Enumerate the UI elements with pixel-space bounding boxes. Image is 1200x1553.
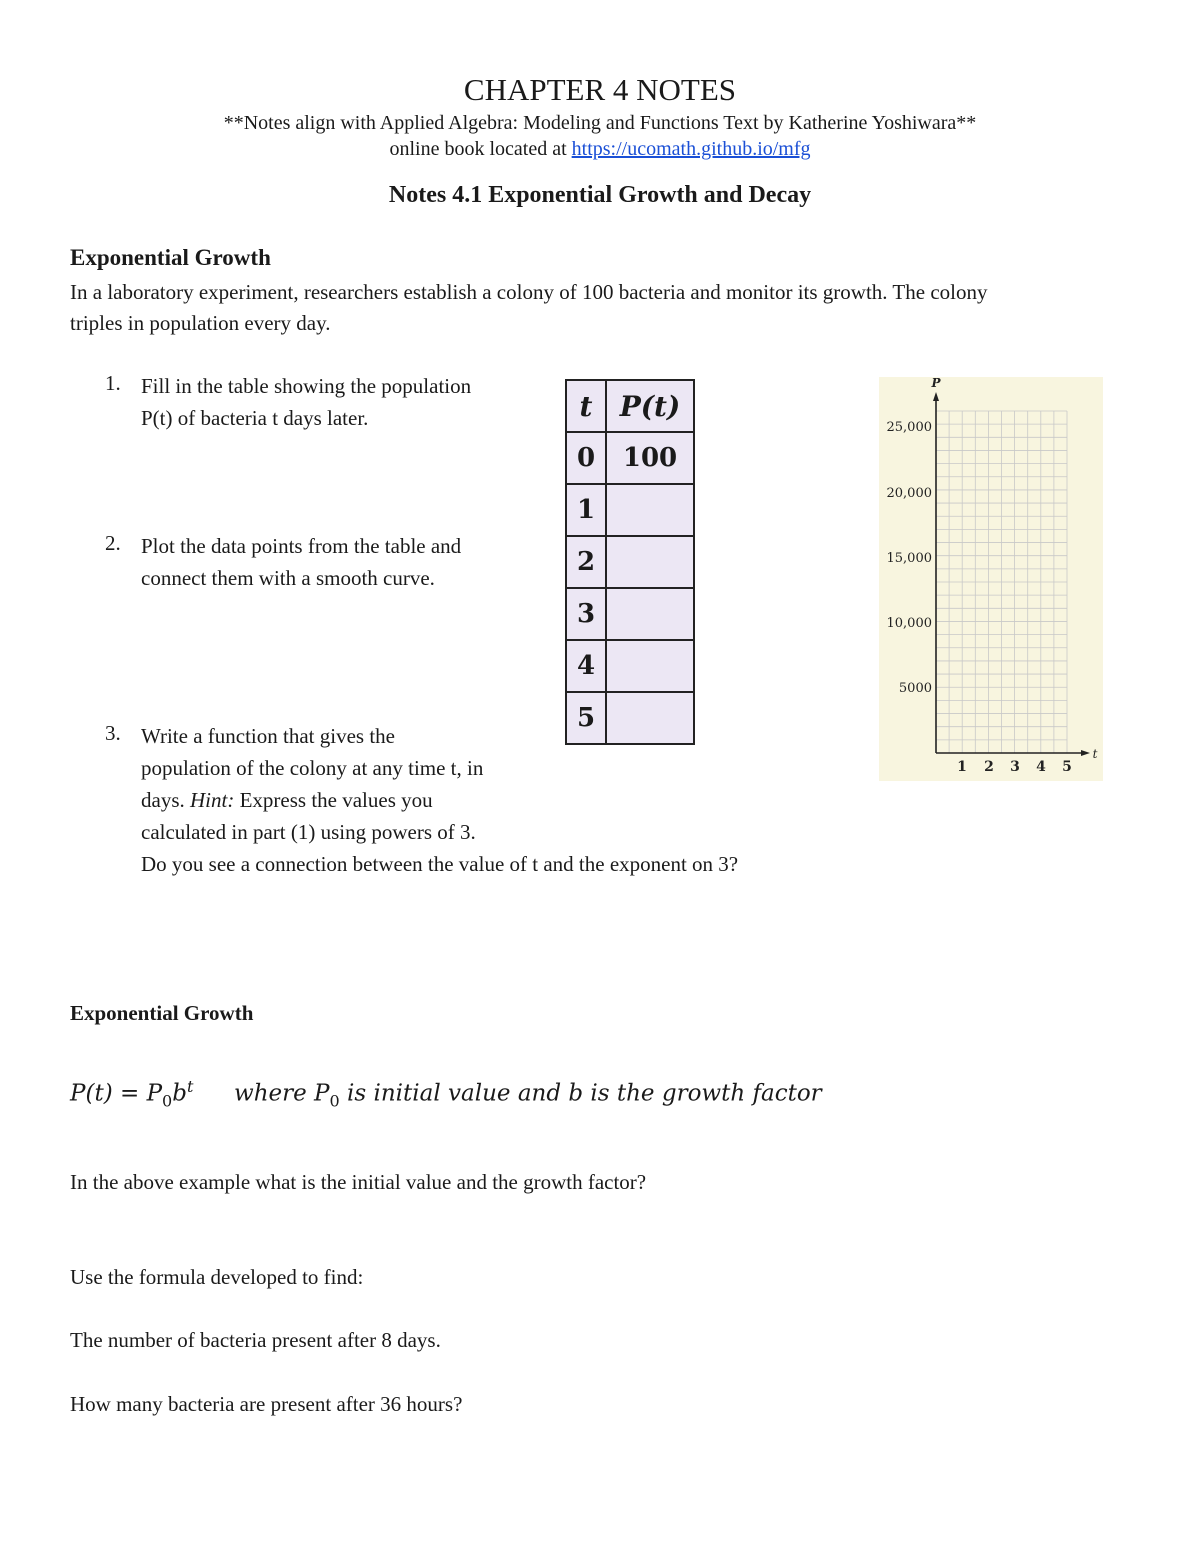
- question-use-formula: Use the formula developed to find:: [70, 1265, 364, 1289]
- formula-p-sub: 0: [162, 1091, 173, 1111]
- online-book-link[interactable]: https://ucomath.github.io/mfg: [571, 138, 811, 160]
- table-cell-t: 3: [566, 588, 606, 640]
- table-row: [566, 536, 694, 588]
- question-3-number: 3.: [105, 721, 121, 745]
- table-cell-p[interactable]: [606, 692, 694, 744]
- x-tick-label: 1: [957, 759, 967, 775]
- question-2-line-2: connect them with a smooth curve.: [141, 566, 435, 590]
- table-row: [566, 432, 694, 484]
- growth-heading: Exponential Growth: [70, 1001, 254, 1025]
- table-cell-t: 2: [566, 536, 606, 588]
- online-prefix: online book located at: [389, 138, 572, 160]
- question-3-line-4: calculated in part (1) using powers of 3.: [141, 820, 476, 844]
- question-1-line-1: Fill in the table showing the population: [141, 374, 472, 398]
- table-cell-p[interactable]: [606, 588, 694, 640]
- y-tick-label: 25,000: [886, 420, 932, 435]
- question-1-line-2: P(t) of bacteria t days later.: [141, 406, 369, 430]
- question-36-hours: How many bacteria are present after 36 hours?: [70, 1392, 463, 1416]
- question-1: [141, 370, 471, 434]
- x-tick-label: 2: [984, 759, 994, 775]
- x-axis-label: t: [1092, 747, 1098, 761]
- formula-where-sub: 0: [329, 1091, 340, 1111]
- table-header-row: [566, 380, 694, 432]
- question-3-line-1: Write a function that gives the: [141, 724, 395, 748]
- y-tick-label: 20,000: [886, 486, 932, 501]
- table-header-pt: P(t): [606, 380, 694, 432]
- formula-rest: is initial value and b is the growth factor: [339, 1080, 822, 1107]
- table-row: [566, 484, 694, 536]
- question-8-days: The number of bacteria present after 8 days.: [70, 1328, 441, 1352]
- q3-days: days.: [141, 788, 190, 812]
- align-note: **Notes align with Applied Algebra: Modeling and Functions Text by Katherine Yoshiwara**: [223, 112, 977, 134]
- y-axis-label: P: [931, 377, 941, 390]
- blank-graph[interactable]: [879, 377, 1103, 781]
- table-cell-t: 1: [566, 484, 606, 536]
- question-2-line-1: Plot the data points from the table and: [141, 534, 462, 558]
- table-header-t: t: [566, 380, 606, 432]
- table-row: [566, 588, 694, 640]
- table-cell-t: 5: [566, 692, 606, 744]
- intro-line-1: In a laboratory experiment, researchers establish a colony of 100 bacteria and monitor its growth. The colony: [70, 280, 988, 304]
- y-tick-label: 5000: [898, 681, 932, 696]
- page-title: CHAPTER 4 NOTES: [463, 72, 737, 107]
- question-2: [141, 530, 461, 594]
- q3-express: Express the values you: [234, 788, 433, 812]
- table-row: [566, 640, 694, 692]
- notes-title: Notes 4.1 Exponential Growth and Decay: [388, 182, 812, 208]
- question-2-number: 2.: [105, 531, 121, 555]
- section-heading: Exponential Growth: [70, 245, 271, 270]
- intro-line-2: triples in population every day.: [70, 311, 331, 335]
- x-tick-label: 4: [1036, 759, 1046, 775]
- formula-t: t: [186, 1077, 194, 1096]
- online-book-line: [0, 138, 1200, 161]
- formula-b: b: [172, 1080, 187, 1107]
- table-cell-p[interactable]: [606, 640, 694, 692]
- formula-lhs: P(t) =: [70, 1080, 140, 1107]
- population-table: [565, 379, 695, 745]
- question-1-number: 1.: [105, 371, 121, 395]
- growth-formula: [70, 1077, 822, 1110]
- question-3-line-3: [141, 784, 738, 816]
- y-tick-label: 15,000: [886, 551, 932, 566]
- table-row: [566, 692, 694, 744]
- hint-label: Hint:: [190, 788, 235, 812]
- question-initial-value: In the above example what is the initial value and the growth factor?: [70, 1170, 647, 1194]
- table-cell-t: 4: [566, 640, 606, 692]
- table-cell-t: 0: [566, 432, 606, 484]
- formula-where: where P: [234, 1080, 330, 1107]
- table-cell-p[interactable]: [606, 484, 694, 536]
- table-cell-p[interactable]: 100: [606, 432, 694, 484]
- formula-p: P: [146, 1080, 163, 1107]
- y-tick-label: 10,000: [886, 616, 932, 631]
- x-tick-label: 3: [1010, 759, 1020, 775]
- table-cell-p[interactable]: [606, 536, 694, 588]
- x-tick-label: 5: [1062, 759, 1072, 775]
- question-3-line-2: population of the colony at any time t, in: [141, 756, 484, 780]
- question-3-line-5: Do you see a connection between the value of t and the exponent on 3?: [141, 852, 739, 876]
